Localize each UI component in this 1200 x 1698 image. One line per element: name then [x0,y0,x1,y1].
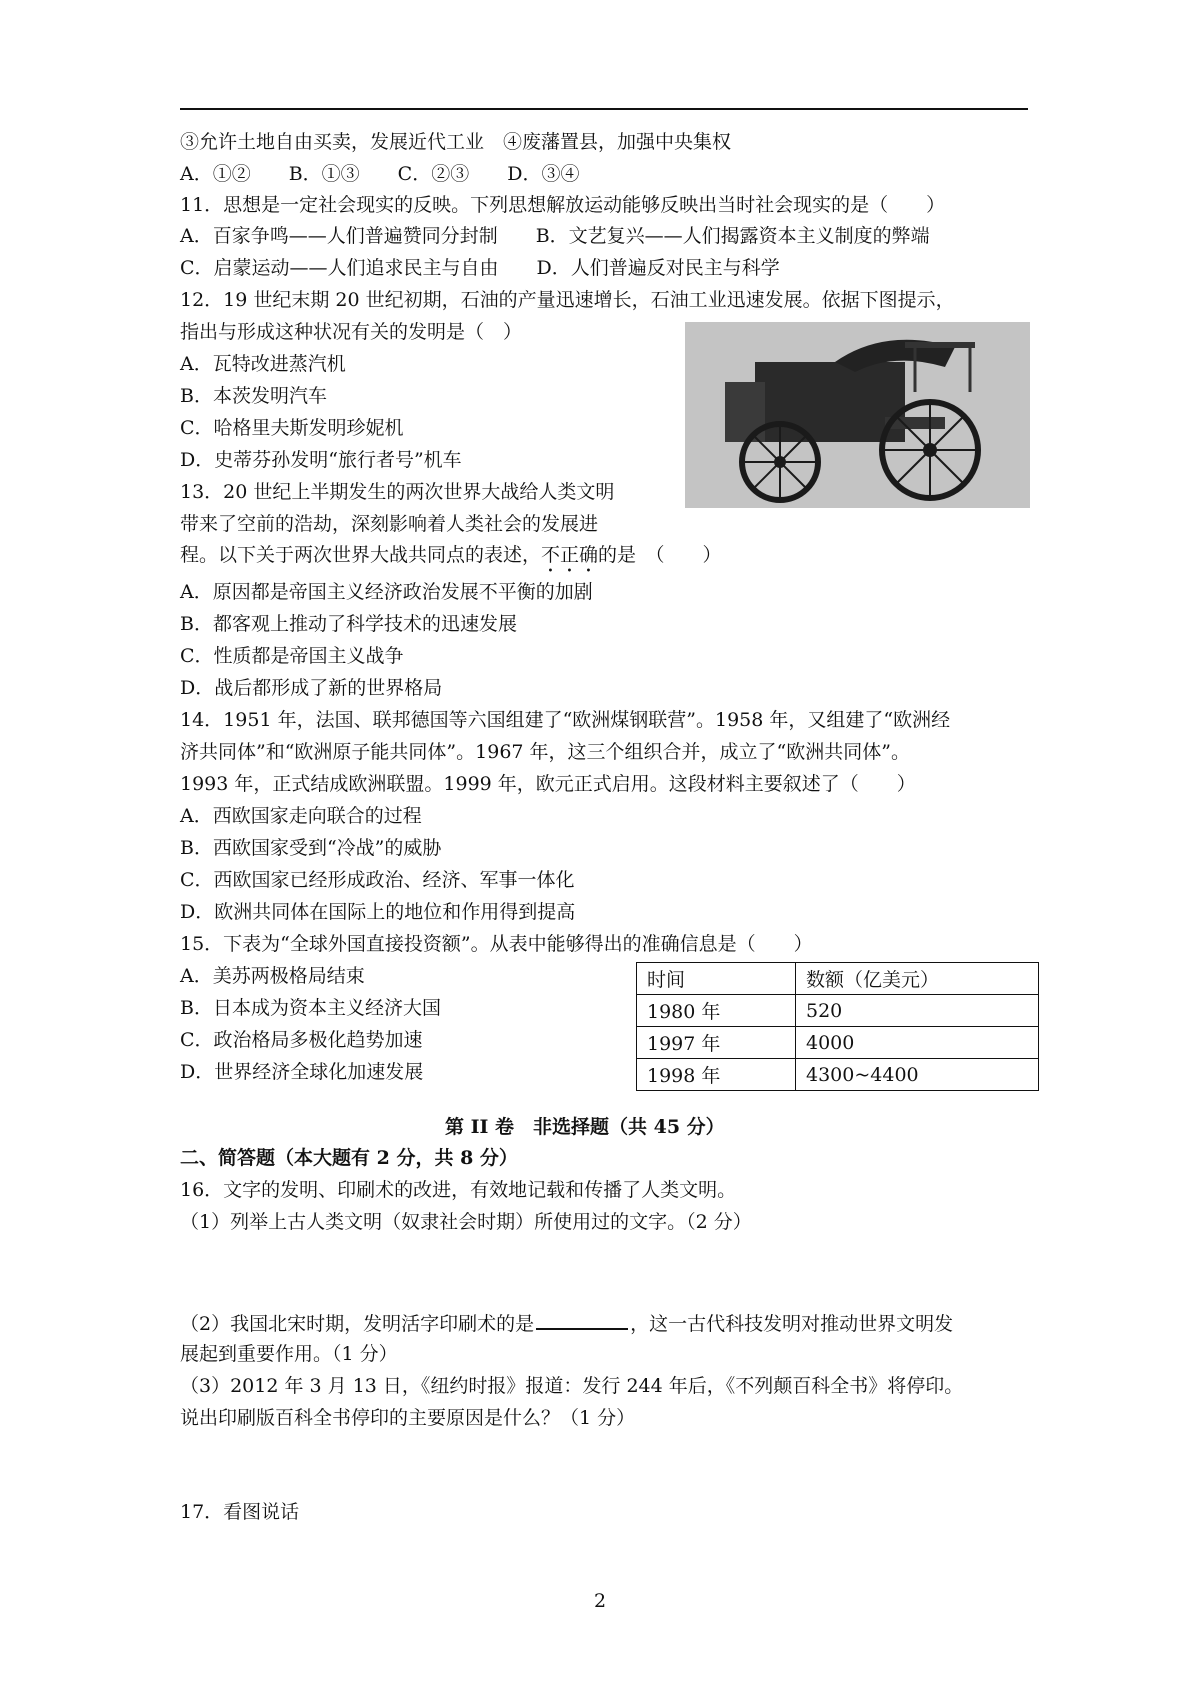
q11-stem: 11．思想是一定社会现实的反映。下列思想解放运动能够反映出当时社会现实的是（ ） [180,194,946,216]
q16-part2-text-a: （2）我国北宋时期，发明活字印刷术的是 [180,1313,535,1335]
q15-option-d: D．世界经济全球化加速发展 [180,1061,424,1083]
q14-stem-line2: 济共同体”和“欧洲原子能共同体”。1967 年，这三个组织合并，成立了“欧洲共同体”。 [180,741,910,763]
fdi-table [636,962,1039,1091]
q13-option-a: A．原因都是帝国主义经济政治发展不平衡的加剧 [180,581,593,603]
table-cell: 520 [796,995,1039,1027]
q13-option-c: C．性质都是帝国主义战争 [180,645,404,667]
part-two-title: 第 II 卷 非选择题（共 45 分） [445,1116,725,1138]
q16-part3-line2: 说出印刷版百科全书停印的主要原因是什么？（1 分） [180,1407,636,1429]
table-row [637,1027,1039,1059]
q14-option-c: C．西欧国家已经形成政治、经济、军事一体化 [180,869,575,891]
vintage-car-image [685,322,1030,508]
header-rule [180,108,1028,110]
q13-option-b: B．都客观上推动了科学技术的迅速发展 [180,613,517,635]
q16-part2-line2: 展起到重要作用。（1 分） [180,1343,398,1365]
q14-stem-line1: 14．1951 年，法国、联邦德国等六国组建了“欧洲煤钢联营”。1958 年，又组建了“欧洲经 [180,709,951,731]
page-number: 2 [594,1590,607,1612]
table-header-cell: 数额（亿美元） [796,963,1039,995]
q13-emphasis: 不正确 [541,544,599,566]
table-cell: 1998 年 [637,1059,796,1091]
q12-option-c: C．哈格里夫斯发明珍妮机 [180,417,404,439]
table-cell: 1980 年 [637,995,796,1027]
q14-option-d: D．欧洲共同体在国际上的地位和作用得到提高 [180,901,576,923]
q11-options-cd: C．启蒙运动——人们追求民主与自由 D．人们普遍反对民主与科学 [180,257,780,279]
q12-option-b: B．本茨发明汽车 [180,385,327,407]
q15-option-a: A．美苏两极格局结束 [180,965,365,987]
q13-text-a: 程。以下关于两次世界大战共同点的表述， [180,544,542,566]
q16-part2-line1 [180,1310,953,1336]
table-cell: 1997 年 [637,1027,796,1059]
table-row [637,995,1039,1027]
table-header-row [637,963,1039,995]
q13-option-d: D．战后都形成了新的世界格局 [180,677,443,699]
q14-option-b: B．西欧国家受到“冷战”的威胁 [180,837,442,859]
q16-part1: （1）列举上古人类文明（奴隶社会时期）所使用过的文字。（2 分） [180,1211,752,1233]
table-cell: 4000 [796,1027,1039,1059]
q12-stem-line2: 指出与形成这种状况有关的发明是（ ） [180,321,523,343]
table-cell: 4300~4400 [796,1059,1039,1091]
q17-stem: 17．看图说话 [180,1501,300,1523]
q16-stem: 16．文字的发明、印刷术的改进，有效地记载和传播了人类文明。 [180,1179,737,1201]
q16-part2-text-b: ，这一古代科技发明对推动世界文明发 [630,1313,954,1335]
q13-text-b: 的是 （ ） [598,544,722,566]
q13-stem-line2: 带来了空前的浩劫，深刻影响着人类社会的发展进 [180,513,599,535]
car-icon [685,322,1030,508]
q13-stem-line1: 13．20 世纪上半期发生的两次世界大战给人类文明 [180,481,615,503]
q15-stem: 15．下表为“全球外国直接投资额”。从表中能够得出的准确信息是（ ） [180,933,813,955]
section-two-heading: 二、简答题（本大题有 2 分，共 8 分） [180,1147,518,1169]
answer-blank[interactable] [536,1310,628,1330]
q10-choices: A．①② B．①③ C．②③ D．③④ [180,163,580,185]
q12-option-d: D．史蒂芬孙发明“旅行者号”机车 [180,449,462,471]
q15-option-b: B．日本成为资本主义经济大国 [180,997,441,1019]
q12-stem-line1: 12．19 世纪末期 20 世纪初期，石油的产量迅速增长，石油工业迅速发展。依据下图提示， [180,289,955,311]
q11-options-ab: A．百家争鸣——人们普遍赞同分封制 B．文艺复兴——人们揭露资本主义制度的弊端 [180,225,930,247]
q12-option-a: A．瓦特改进蒸汽机 [180,353,346,375]
q15-option-c: C．政治格局多极化趋势加速 [180,1029,423,1051]
q14-stem-line3: 1993 年，正式结成欧洲联盟。1999 年，欧元正式启用。这段材料主要叙述了（ ） [180,773,916,795]
q13-stem-line3 [180,543,722,577]
table-header-cell: 时间 [637,963,796,995]
table-row [637,1059,1039,1091]
q14-option-a: A．西欧国家走向联合的过程 [180,805,422,827]
q16-part3-line1: （3）2012 年 3 月 13 日，《纽约时报》报道：发行 244 年后，《不列颠百科全书》将停印。 [180,1375,964,1397]
q10-options-34: ③允许土地自由买卖，发展近代工业 ④废藩置县，加强中央集权 [180,131,732,153]
